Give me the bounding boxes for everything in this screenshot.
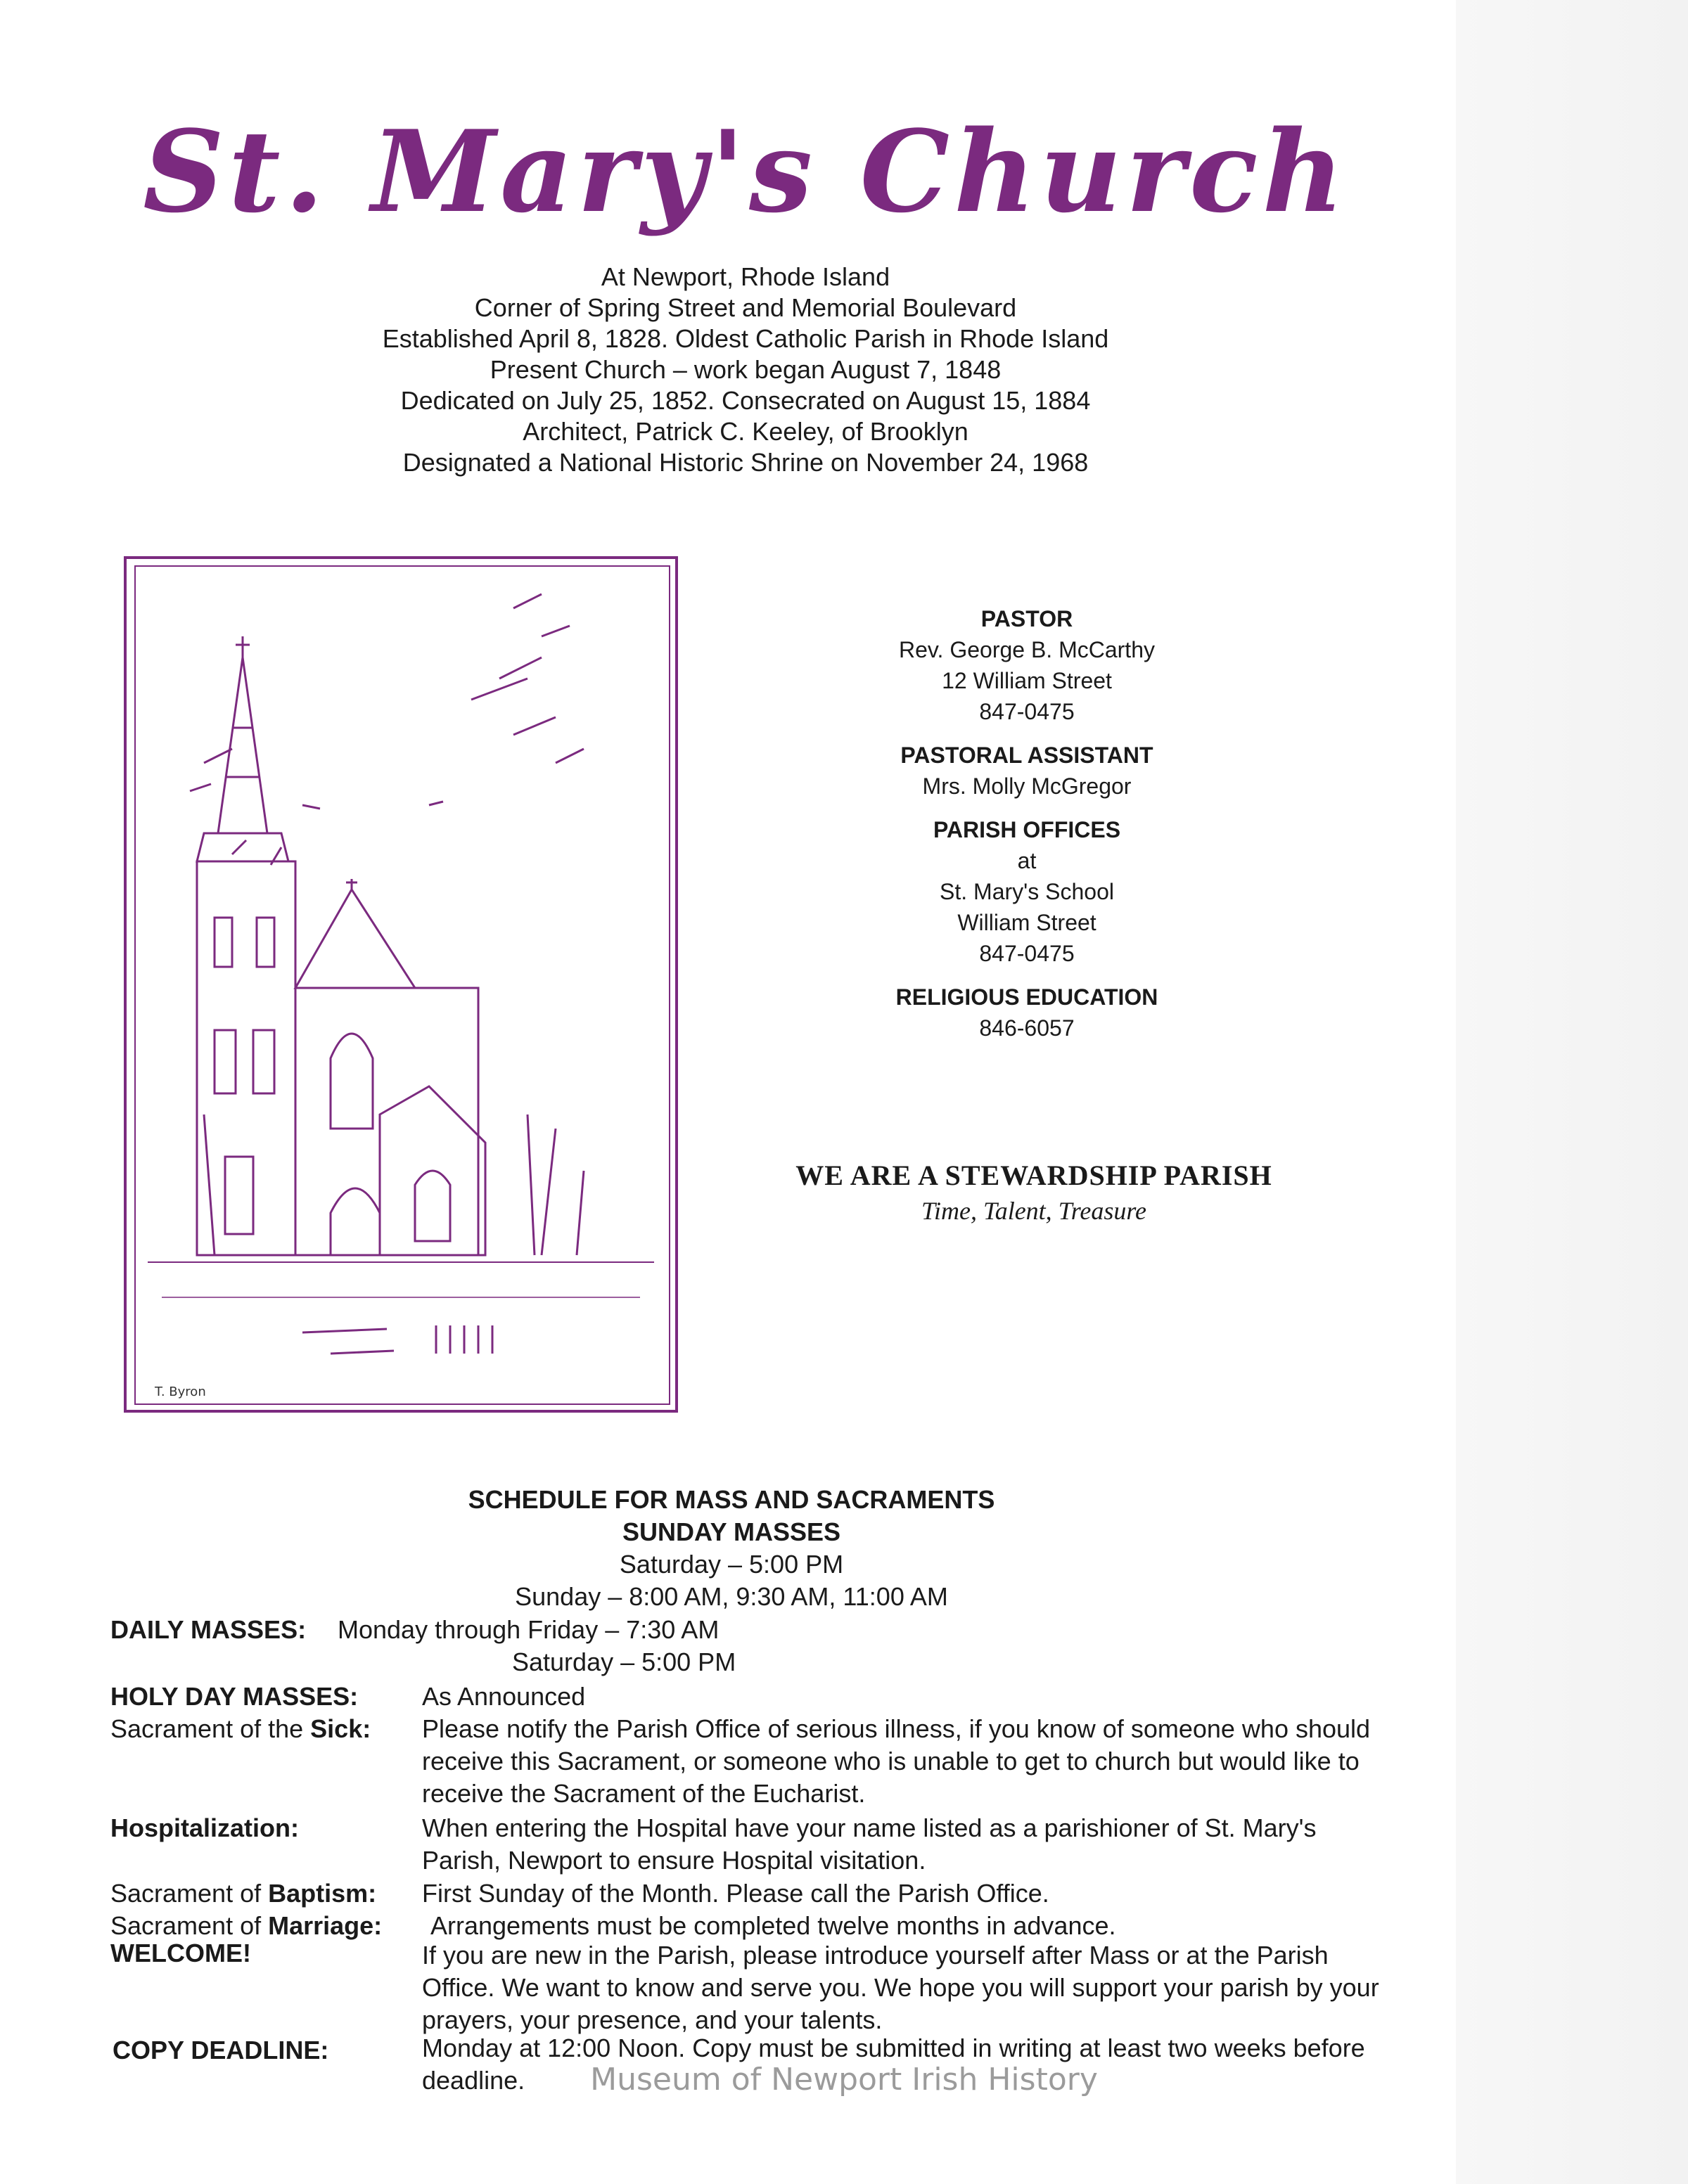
pastor-name: Rev. George B. McCarthy: [899, 637, 1155, 662]
welcome-text: If you are new in the Parish, please introduce yourself after Mass or at the Parish Office. We want to know and serve you. We hope you will support your parish by your prayers, your presence, and your talents.: [422, 1941, 1379, 2034]
stewardship-subtitle: Time, Talent, Treasure: [921, 1197, 1147, 1225]
welcome-label: WELCOME!: [110, 1939, 251, 1967]
offices-heading: PARISH OFFICES: [933, 817, 1121, 842]
church-sketch-illustration: [120, 552, 682, 1417]
baptism-label: Sacrament of Baptism:: [110, 1879, 377, 1908]
header-line: At Newport, Rhode Island: [601, 262, 890, 291]
header-line: Corner of Spring Street and Memorial Boulevard: [474, 293, 1017, 322]
stewardship-title: WE ARE A STEWARDSHIP PARISH: [795, 1160, 1272, 1191]
marriage-text: Arrangements must be completed twelve months in advance.: [430, 1911, 1116, 1940]
church-title: St. Mary's Church: [143, 105, 1348, 238]
offices-phone: 847-0475: [979, 941, 1075, 966]
daily-saturday-time: Saturday – 5:00 PM: [512, 1647, 736, 1676]
holy-day-text: As Announced: [422, 1682, 586, 1711]
copy-deadline-label: COPY DEADLINE:: [113, 2036, 329, 2064]
education-heading: RELIGIOUS EDUCATION: [895, 984, 1158, 1010]
pastor-address: 12 William Street: [942, 668, 1112, 693]
museum-watermark: Museum of Newport Irish History: [590, 2062, 1098, 2098]
header-line: Present Church – work began August 7, 1848: [490, 355, 1002, 384]
offices-street: William Street: [957, 910, 1096, 935]
schedule-heading: SCHEDULE FOR MASS AND SACRAMENTS: [468, 1485, 995, 1514]
baptism-text: First Sunday of the Month. Please call the Parish Office.: [422, 1879, 1049, 1908]
copy-deadline-text: Monday at 12:00 Noon. Copy must be submitted in writing at least two weeks before deadline.: [422, 2034, 1365, 2095]
marriage-label: Sacrament of Marriage:: [110, 1911, 383, 1940]
daily-masses-label: DAILY MASSES:: [110, 1615, 307, 1644]
header-line: Designated a National Historic Shrine on November 24, 1968: [402, 448, 1089, 477]
offices-place: St. Mary's School: [940, 879, 1114, 904]
hospitalization-text: When entering the Hospital have your name listed as a parishioner of St. Mary's Parish, Newport to ensure Hospital visitation.: [422, 1813, 1317, 1875]
header-line: Established April 8, 1828. Oldest Catholic Parish in Rhode Island: [382, 324, 1109, 353]
pastor-phone: 847-0475: [979, 699, 1075, 724]
church-header-info: [0, 262, 1491, 478]
schedule-header: [0, 1484, 1463, 1613]
hospitalization-label: Hospitalization:: [110, 1813, 299, 1842]
sunday-saturday-time: Saturday – 5:00 PM: [619, 1550, 844, 1579]
header-line: Dedicated on July 25, 1852. Consecrated on August 15, 1884: [400, 386, 1091, 415]
sick-text: Please notify the Parish Office of serious illness, if you know of someone who should receive this Sacrament, or someone who is unable to get to church but would like to receive the Sacrament of the Eucharist.: [422, 1714, 1371, 1808]
pastor-heading: PASTOR: [980, 606, 1073, 631]
contact-directory: [816, 603, 1238, 1043]
sketch-signature: T. Byron: [155, 1385, 206, 1399]
education-phone: 846-6057: [979, 1015, 1075, 1041]
header-line: Architect, Patrick C. Keeley, of Brooklyn: [523, 417, 968, 446]
daily-weekday-time: Monday through Friday – 7:30 AM: [338, 1615, 720, 1644]
stewardship-banner: [753, 1159, 1315, 1226]
offices-at: at: [1017, 848, 1037, 873]
assistant-name: Mrs. Molly McGregor: [922, 773, 1132, 799]
assistant-heading: PASTORAL ASSISTANT: [900, 743, 1153, 768]
holy-day-label: HOLY DAY MASSES:: [110, 1682, 359, 1711]
sunday-times: Sunday – 8:00 AM, 9:30 AM, 11:00 AM: [515, 1582, 948, 1611]
sunday-masses-heading: SUNDAY MASSES: [622, 1517, 841, 1546]
sick-label: Sacrament of the Sick:: [110, 1714, 371, 1743]
